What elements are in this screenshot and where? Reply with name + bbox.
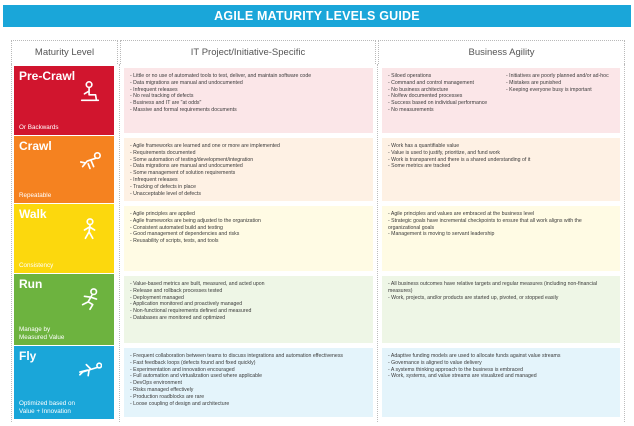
list-item: - Value is used to justify, prioritize, and fund work [388,150,614,157]
list-item: - Some metrics are tracked [388,163,614,170]
level-name: Fly [19,349,37,363]
list-item: - Infrequent releases [130,87,367,94]
list-item: - Business and IT are "at odds" [130,100,367,107]
list-item: - Command and control management [388,80,496,87]
list-item: - Work is transparent and there is a shared understanding of it [388,157,614,164]
it-list [130,211,367,245]
list-item: - Work, systems, and value streams are visualized and managed [388,373,614,380]
list-item: - Unacceptable level of defects [130,191,367,198]
list-item: - Experimentation and innovation encouraged [130,367,367,374]
list-item: - Release and rollback processes tested [130,288,367,295]
level-subtitle: Manage by Measured Value [19,326,65,341]
list-item: - No business architecture [388,87,496,94]
list-item: - Success based on individual performance [388,100,496,107]
it-list [130,353,367,407]
business-list [388,281,614,301]
list-item: - Mistakes are punished [506,80,614,87]
page-title: AGILE MATURITY LEVELS GUIDE [3,5,631,27]
it-cell-pre-crawl [124,68,373,133]
list-item: - A systems thinking approach to the business is embraced [388,367,614,374]
list-item: - Some management of solution requirements [130,170,367,177]
list-item: - Initiatives are poorly planned and/or ad-hoc [506,73,614,80]
list-item: - No real tracking of defects [130,93,367,100]
list-item: - Data migrations are manual and undocumented [130,163,367,170]
list-item: - Agile frameworks are learned and one or more are implemented [130,143,367,150]
business-cell-walk [382,206,620,271]
list-item: - Agile principles and values are embraced at the business level [388,211,614,218]
level-badge-run [14,274,114,345]
business-list-secondary [506,73,614,128]
list-item: - All business outcomes have relative targets and regular measures (including non-financial measures) [388,281,614,295]
list-item: - Some automation of testing/development/integration [130,157,367,164]
level-badge-fly [14,346,114,419]
business-list [388,73,496,128]
list-item: - Loose coupling of design and architecture [130,401,367,408]
header-business-agility: Business Agility [378,40,625,64]
crawling-person-icon [78,150,102,174]
it-cell-run [124,276,373,343]
list-item: - Data migrations are manual and undocumented [130,80,367,87]
it-cell-crawl [124,138,373,201]
list-item: - Databases are monitored and optimized [130,315,367,322]
it-list [130,73,367,114]
list-item: - Deployment managed [130,295,367,302]
level-badge-walk [14,204,114,273]
business-list [388,211,614,238]
header-it-project: IT Project/Initiative-Specific [120,40,376,64]
list-item: - Risks managed effectively [130,387,367,394]
list-item: - DevOps environment [130,380,367,387]
list-item: - Consistent automated build and testing [130,225,367,232]
sitting-person-icon [78,80,102,104]
business-list [388,143,614,170]
list-item: - Frequent collaboration between teams to discuss integrations and automation effectiveness [130,353,367,360]
list-item: - Siloed operations [388,73,496,80]
list-item: - Agile frameworks are being adjusted to the organization [130,218,367,225]
list-item: - Adaptive funding models are used to allocate funds against value streams [388,353,614,360]
list-item: - Good management of dependencies and risks [130,231,367,238]
maturity-table [11,40,625,422]
walking-person-icon [78,218,102,242]
level-subtitle: Optimized based on Value + Innovation [19,400,76,415]
list-item: - Work, projects, and/or products are started up, pivoted, or stopped easily [388,295,614,302]
level-name: Run [19,277,43,291]
business-cell-run [382,276,620,343]
list-item: - Tracking of defects in place [130,184,367,191]
it-cell-fly [124,348,373,417]
level-badge-crawl [14,136,114,203]
level-subtitle: Repeatable [19,191,52,199]
list-item: - Requirements documented [130,150,367,157]
list-item: - Keeping everyone busy is important [506,87,614,94]
level-name: Crawl [19,139,52,153]
header-maturity-level: Maturity Level [11,40,118,64]
list-item: - Strategic goals have incremental checkpoints to ensure that all work aligns with the organizational goals [388,218,614,232]
business-cell-pre-crawl [382,68,620,133]
business-list [388,353,614,380]
list-item: - Production roadblocks are rare [130,394,367,401]
list-item: - Governance is aligned to value delivery [388,360,614,367]
list-item: - Infrequent releases [130,177,367,184]
business-cell-crawl [382,138,620,201]
list-item: - Little or no use of automated tools to test, deliver, and maintain software code [130,73,367,80]
list-item: - Fast feedback loops (defects found and fixed quickly) [130,360,367,367]
running-person-icon [78,288,102,312]
list-item: - Value-based metrics are built, measured, and acted upon [130,281,367,288]
level-subtitle: Or Backwards [19,123,59,131]
list-item: - No/few documented processes [388,93,496,100]
list-item: - Application monitored and proactively managed [130,301,367,308]
list-item: - Full automation and virtualization used where applicable [130,373,367,380]
list-item: - Management is moving to servant leadership [388,231,614,238]
level-subtitle: Consistency [19,261,54,269]
level-name: Pre-Crawl [19,69,76,83]
business-cell-fly [382,348,620,417]
list-item: - No measurements [388,107,496,114]
list-item: - Agile principles are applied [130,211,367,218]
it-cell-walk [124,206,373,271]
flying-person-icon [78,360,102,384]
list-item: - Non-functional requirements defined and measured [130,308,367,315]
it-list [130,281,367,322]
list-item: - Work has a quantifiable value [388,143,614,150]
list-item: - Reusability of scripts, tests, and tools [130,238,367,245]
level-badge-pre-crawl [14,66,114,135]
list-item: - Massive and formal requirements documents [130,107,367,114]
level-name: Walk [19,207,47,221]
it-list [130,143,367,197]
